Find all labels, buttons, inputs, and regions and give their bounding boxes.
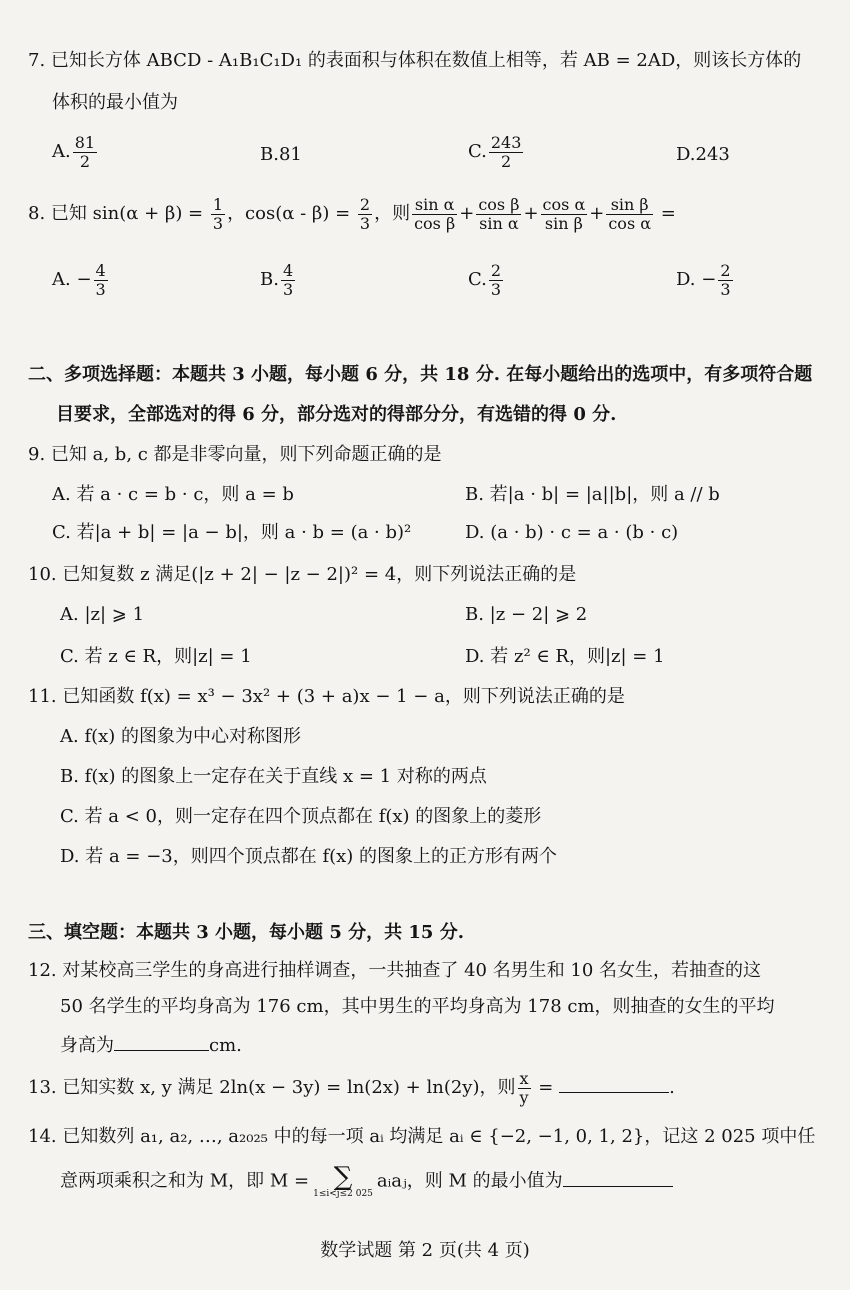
option-label: C.	[468, 141, 487, 163]
option-label: C.	[468, 269, 487, 291]
denominator: cos α	[608, 213, 652, 233]
fraction	[73, 134, 97, 170]
q11-option-d: D. 若 a = −3，则四个顶点都在 f(x) 的图象上的正方形有两个	[60, 846, 558, 867]
q7-option-c	[468, 134, 525, 170]
q14-line1: 14. 已知数列 a₁, a₂, …, a₂₀₂₅ 中的每一项 aᵢ 均满足 aᵢ ∈ {−2, −1, 0, 1, 2}，记这 2 025 项中任	[28, 1126, 816, 1147]
q13-stem: 13. 已知实数 x, y 满足 2ln(x − 3y) = ln(2x) + ln(2y)，则	[28, 1077, 516, 1099]
option-label: A. −	[52, 269, 92, 291]
sigma-symbol: ∑	[333, 1162, 353, 1192]
option-label: A.	[52, 141, 71, 163]
fraction	[358, 196, 372, 232]
q10-stem: 10. 已知复数 z 满足(|z + 2| − |z − 2|)² = 4，则下列说法正确的是	[28, 564, 577, 585]
q8-then: ，则	[374, 203, 411, 225]
numerator: sin α	[412, 196, 457, 215]
numerator: 4	[95, 261, 106, 280]
plus-sign: +	[589, 203, 605, 225]
period: .	[669, 1077, 675, 1099]
fraction	[476, 196, 521, 232]
page-footer: 数学试题 第 2 页(共 4 页)	[320, 1240, 530, 1261]
q10-option-d: D. 若 z² ∈ R，则|z| = 1	[465, 646, 665, 667]
q12-line2: 50 名学生的平均身高为 176 cm，其中男生的平均身高为 178 cm，则抽查的女生的平均	[60, 996, 775, 1017]
plus-sign: +	[523, 203, 539, 225]
fraction	[489, 134, 524, 170]
denominator: 3	[720, 279, 731, 299]
q9-stem: 9. 已知 a, b, c 都是非零向量，则下列命题正确的是	[28, 444, 442, 465]
numerator: x	[518, 1070, 531, 1089]
q8-stem	[28, 196, 676, 232]
q8-lead: 8. 已知 sin(α + β) =	[28, 203, 204, 225]
fraction	[94, 262, 108, 298]
fraction	[211, 196, 225, 232]
q12-prompt: 身高为	[60, 1035, 114, 1056]
q10-option-a: A. |z| ⩾ 1	[60, 604, 145, 625]
q7-option-a	[52, 134, 99, 170]
denominator: y	[519, 1087, 529, 1107]
denominator: 3	[490, 279, 502, 299]
q12-unit: cm.	[209, 1035, 242, 1056]
numerator: sin β	[606, 196, 653, 215]
q9-option-b: B. 若|a · b| = |a||b|，则 a // b	[465, 484, 720, 505]
q7-stem-line1: 7. 已知长方体 ABCD - A₁B₁C₁D₁ 的表面积与体积在数值上相等，若 AB = 2AD，则该长方体的	[28, 50, 802, 71]
q8-option-c	[468, 262, 505, 298]
denominator: 3	[282, 279, 294, 299]
q10-option-c: C. 若 z ∈ R，则|z| = 1	[60, 646, 252, 667]
numerator: 1	[212, 195, 224, 214]
option-label: B.	[260, 144, 279, 165]
option-value: 81	[278, 144, 302, 165]
equals-sign: =	[660, 203, 676, 225]
q9-option-d: D. (a · b) · c = a · (b · c)	[465, 522, 679, 543]
option-label: D. −	[676, 269, 717, 291]
q7-option-d	[676, 144, 730, 165]
numerator: cos β	[478, 195, 520, 214]
q14-answer-blank[interactable]	[563, 1168, 673, 1187]
denominator: 2	[79, 151, 90, 171]
q8-mid: ，cos(α - β) =	[227, 203, 351, 225]
q10-option-b: B. |z − 2| ⩾ 2	[465, 604, 588, 625]
denominator: sin β	[544, 213, 583, 233]
q8-option-a	[52, 262, 110, 298]
q12-line1: 12. 对某校高三学生的身高进行抽样调查，一共抽查了 40 名男生和 10 名女生，若抽查的这	[28, 960, 762, 981]
q11-option-a: A. f(x) 的图象为中心对称图形	[60, 726, 302, 747]
q12-line3	[60, 1032, 242, 1057]
fraction	[718, 262, 732, 298]
q8-option-d	[676, 262, 735, 298]
numerator: 243	[490, 133, 522, 152]
numerator: 81	[74, 133, 96, 152]
q12-answer-blank[interactable]	[114, 1032, 209, 1051]
q9-option-c: C. 若|a + b| = |a − b|，则 a · b = (a · b)²	[52, 522, 412, 543]
numerator: 2	[490, 261, 502, 280]
fraction	[412, 196, 457, 232]
denominator: 3	[212, 213, 224, 233]
denominator: 3	[95, 279, 106, 299]
q13-line	[28, 1070, 675, 1106]
q14-stem: 意两项乘积之和为 M，即 M =	[60, 1170, 310, 1192]
numerator: 4	[282, 261, 294, 280]
q14-prompt: aᵢaⱼ，则 M 的最小值为	[376, 1170, 563, 1192]
q14-line2	[60, 1164, 673, 1199]
denominator: 3	[359, 213, 371, 233]
fraction	[541, 196, 588, 232]
fraction	[606, 196, 653, 232]
section-2-instructions: 目要求，全部选对的得 6 分，部分选对的得部分分，有选错的得 0 分.	[56, 404, 617, 425]
option-value: 243	[695, 144, 730, 165]
q11-option-c: C. 若 a < 0，则一定存在四个顶点都在 f(x) 的图象上的菱形	[60, 806, 542, 827]
summation	[313, 1164, 373, 1199]
q11-stem: 11. 已知函数 f(x) = x³ − 3x² + (3 + a)x − 1 − a，则下列说法正确的是	[28, 686, 625, 707]
section-3-heading: 三、填空题：本题共 3 小题，每小题 5 分，共 15 分.	[28, 922, 464, 943]
option-label: D.	[676, 144, 696, 165]
option-label: B.	[260, 269, 279, 291]
denominator: sin α	[479, 213, 519, 233]
q7-stem-line2: 体积的最小值为	[52, 92, 178, 113]
numerator: 2	[359, 195, 371, 214]
plus-sign: +	[459, 203, 475, 225]
section-2-heading: 二、多项选择题：本题共 3 小题，每小题 6 分，共 18 分. 在每小题给出的选项中，有多项符合题	[28, 364, 813, 385]
numerator: cos α	[542, 195, 586, 214]
numerator: 2	[720, 261, 731, 280]
denominator: 2	[501, 151, 512, 171]
q7-option-b	[260, 144, 302, 165]
q11-option-b: B. f(x) 的图象上一定存在关于直线 x = 1 对称的两点	[60, 766, 487, 787]
fraction	[518, 1070, 531, 1106]
fraction	[281, 262, 295, 298]
fraction	[489, 262, 503, 298]
denominator: cos β	[414, 213, 456, 233]
equals-sign: =	[538, 1077, 554, 1099]
q13-answer-blank[interactable]	[559, 1074, 669, 1093]
q8-option-b	[260, 262, 297, 298]
summation-range: 1≤i<j≤2 025	[313, 1189, 373, 1199]
q9-option-a: A. 若 a · c = b · c，则 a = b	[52, 484, 294, 505]
